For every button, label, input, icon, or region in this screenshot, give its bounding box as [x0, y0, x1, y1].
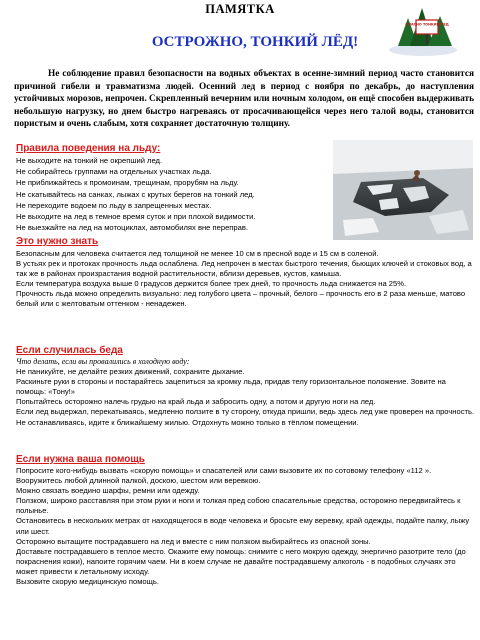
know-paragraph: Прочность льда можно определить визуально: лед голубого цвета – прочный, белого – прочность его в 2 раза меньше, матово белый или с желтоватым оттенком - ненадежен. — [16, 289, 466, 309]
rules-list — [16, 155, 336, 233]
warning-badge-image — [388, 0, 458, 56]
rules-heading: Правила поведения на льду: — [16, 143, 161, 154]
ice-photo — [333, 140, 473, 240]
intro-paragraph: Не соблюдение правил безопасности на водных объектах в осенне-зимний период часто становится причиной гибели и травматизма людей. Осенний лед в период с ноября по декабрь, до наступления устойчивых морозов, непрочен. Скрепленный вечерним или ночным холодом, он ещё способен выдерживать небольшую нагрузку, но днем быстро нагреваясь от просачивающейся через него талой воды, становится пористым и очень слабым, хотя сохраняет достаточную толщину. — [14, 69, 474, 130]
list-item: Не выезжайте на лед на мотоциклах, автомобилях вне переправ. — [16, 223, 248, 233]
trouble-paragraph: Не паникуйте, не делайте резких движений, сохраните дыхание. — [16, 367, 245, 377]
list-item: Не выходите на лед в темное время суток и при плохой видимости. — [16, 212, 256, 222]
page-title: ПАМЯТКА — [205, 2, 275, 16]
help-paragraph: Вооружитесь любой длинной палкой, доскою, шестом или веревкою. — [16, 476, 261, 486]
trouble-paragraph: Не останавливаясь, идите к ближайшему жилью. Отдохнуть можно только в тёплом помещении. — [16, 417, 359, 427]
help-section — [16, 466, 476, 587]
trouble-subheading: Что делать, если вы провалились в холодную воду: — [16, 357, 190, 366]
help-paragraph: Доставьте пострадавшего в теплое место. Окажите ему помощь: снимите с него мокрую одежду, энергично разотрите тело (до покраснения кожи), напоите горячим чаем. Ни в коем случае не давайте пострадавшему алкоголь - в подобных случаях это может привести к летальному исходу. — [16, 546, 466, 576]
know-section — [16, 249, 476, 310]
help-paragraph: Можно связать воедино шарфы, ремни или одежду. — [16, 486, 200, 496]
help-paragraph: Попросите кого-нибудь вызвать «скорую помощь» и спасателей или сами вызовите их по сотовому телефону «112 ». — [16, 466, 432, 475]
help-paragraph: Ползком, широко расставляя при этом руки и ноги и толкая пред собою спасательные средства, осторожно передвигайтесь к полынье. — [16, 496, 461, 516]
list-item: Не выходите на тонкий не окрепший лед. — [16, 156, 163, 165]
know-paragraph: В устьях рек и протоках прочность льда ослаблена. Лед непрочен в местах быстрого течения, бьющих ключей и стоковых вод, а так же в районах произрастания водной растительности, вблизи деревьев, кустов, камыша. — [16, 259, 472, 279]
list-item: Не переходите водоем по льду в запрещенных местах. — [16, 200, 212, 210]
help-paragraph: Остановитесь в нескольких метрах от находящегося в воде человека и бросьте ему веревку, край одежды, подайте палку, лыжу или шест. — [16, 516, 470, 536]
badge-text: ОПАСНО ТОНКИЙ ЛЕД — [405, 22, 449, 27]
help-paragraph: Осторожно вытащите пострадавшего на лед и вместе с ним ползком выбирайтесь из опасной зоны. — [16, 536, 371, 546]
trouble-paragraph: Раскиньте руки в стороны и постарайтесь зацепиться за кромку льда, придав телу горизонтальное положение. Зовите на помощь: «Тону!» — [16, 377, 446, 397]
help-paragraph: Вызовите скорую медицинскую помощь. — [16, 577, 159, 587]
know-paragraph: Безопасным для человека считается лед толщиной не менее 10 см в пресной воде и 15 см в соленой. — [16, 249, 379, 258]
list-item: Не скатывайтесь на санках, лыжах с крутых берегов на тонкий лед. — [16, 189, 255, 199]
know-heading: Это нужно знать — [16, 236, 99, 247]
know-paragraph: Если температура воздуха выше 0 градусов держится более трех дней, то прочность льда снижается на 25%. — [16, 279, 407, 289]
trouble-paragraph: Если лед выдержал, перекатываясь, медленно ползите в ту сторону, откуда пришли, ведь здесь лед уже проверен на прочность. — [16, 407, 475, 417]
page-subtitle: ОСТРОЖНО, ТОНКИЙ ЛЁД! — [151, 34, 359, 50]
list-item: Не собирайтесь группами на отдельных участках льда. — [16, 167, 212, 177]
trouble-section — [16, 357, 476, 428]
trouble-heading: Если случилась беда — [16, 345, 123, 356]
help-heading: Если нужна ваша помощь — [16, 454, 145, 465]
trouble-paragraph: Попытайтесь осторожно налечь грудью на край льда и забросить одну, а потом и другую ноги на лед. — [16, 397, 376, 407]
list-item: Не приближайтесь к промоинам, трещинам, прорубям на льду. — [16, 178, 239, 188]
